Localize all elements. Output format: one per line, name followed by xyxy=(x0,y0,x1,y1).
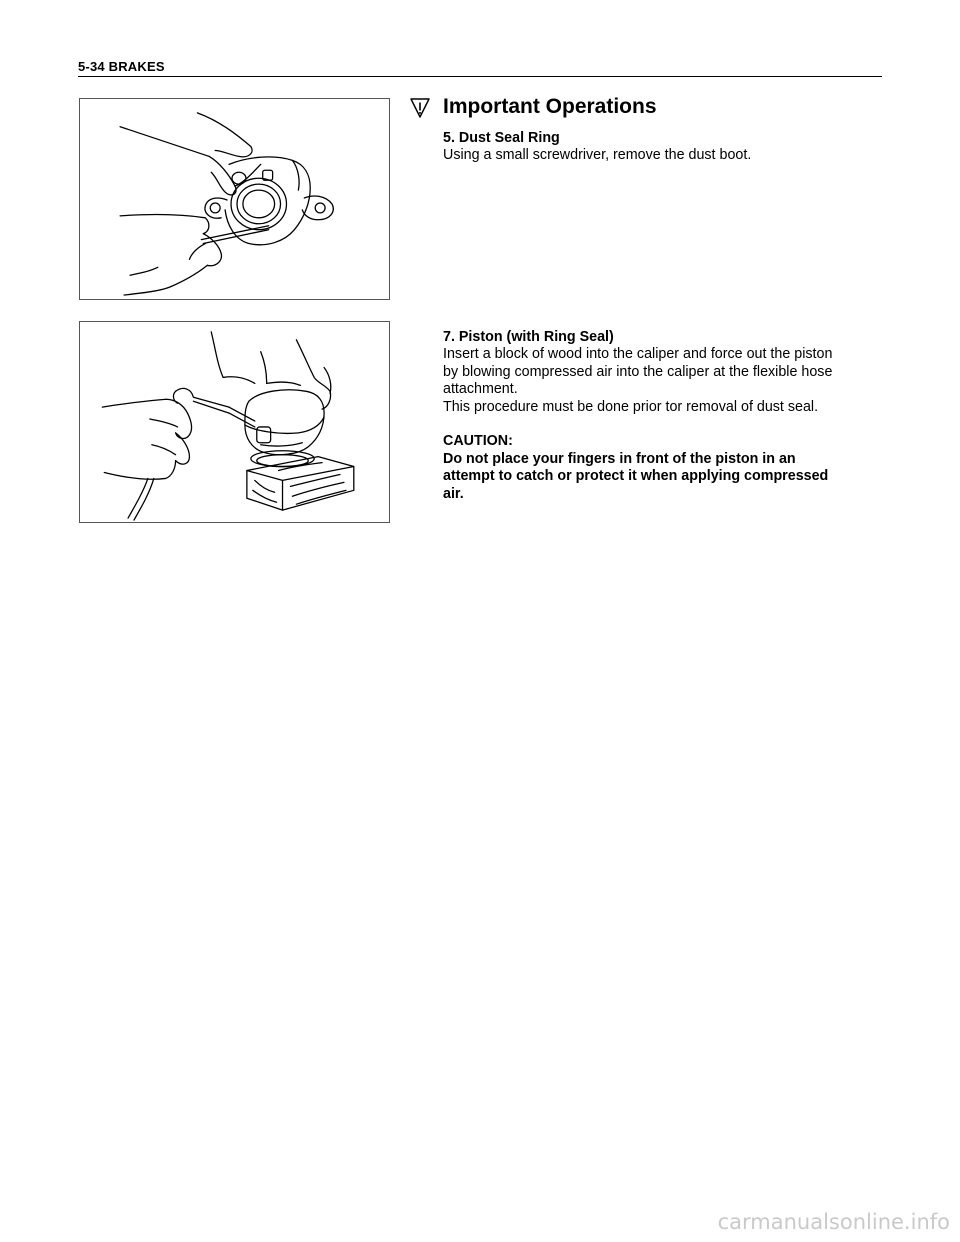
caution-text-line: air. xyxy=(443,485,464,502)
piston-removal-compressed-air-illustration xyxy=(80,322,389,522)
page-header-title: 5-34 BRAKES xyxy=(78,59,165,74)
step-text-line: This procedure must be done prior tor removal of dust seal. xyxy=(443,398,819,415)
dust-seal-removal-illustration xyxy=(80,99,389,299)
step-heading: 7. Piston (with Ring Seal) xyxy=(443,329,614,345)
step-text-line: Using a small screwdriver, remove the dust boot. xyxy=(443,147,752,164)
step-heading: 5. Dust Seal Ring xyxy=(443,130,560,146)
figure-piston-removal xyxy=(79,321,390,523)
page-header xyxy=(78,56,882,77)
step-text-line: by blowing compressed air into the caliper at the flexible hose xyxy=(443,363,833,380)
caution-label: CAUTION: xyxy=(443,433,513,450)
step-text-line: attachment. xyxy=(443,381,518,398)
caution-text-line: attempt to catch or protect it when applying compressed xyxy=(443,468,829,485)
caution-text-line: Do not place your fingers in front of the piston in an xyxy=(443,450,796,467)
section-title: Important Operations xyxy=(443,95,657,118)
step-piston-with-ring-seal xyxy=(443,329,883,503)
watermark: carmanualsonline.info xyxy=(717,1210,950,1234)
step-dust-seal-ring xyxy=(443,130,883,165)
caution-triangle-icon xyxy=(410,98,430,118)
figure-dust-seal-removal xyxy=(79,98,390,300)
spacer xyxy=(443,416,883,433)
step-text-line: Insert a block of wood into the caliper and force out the piston xyxy=(443,346,833,363)
